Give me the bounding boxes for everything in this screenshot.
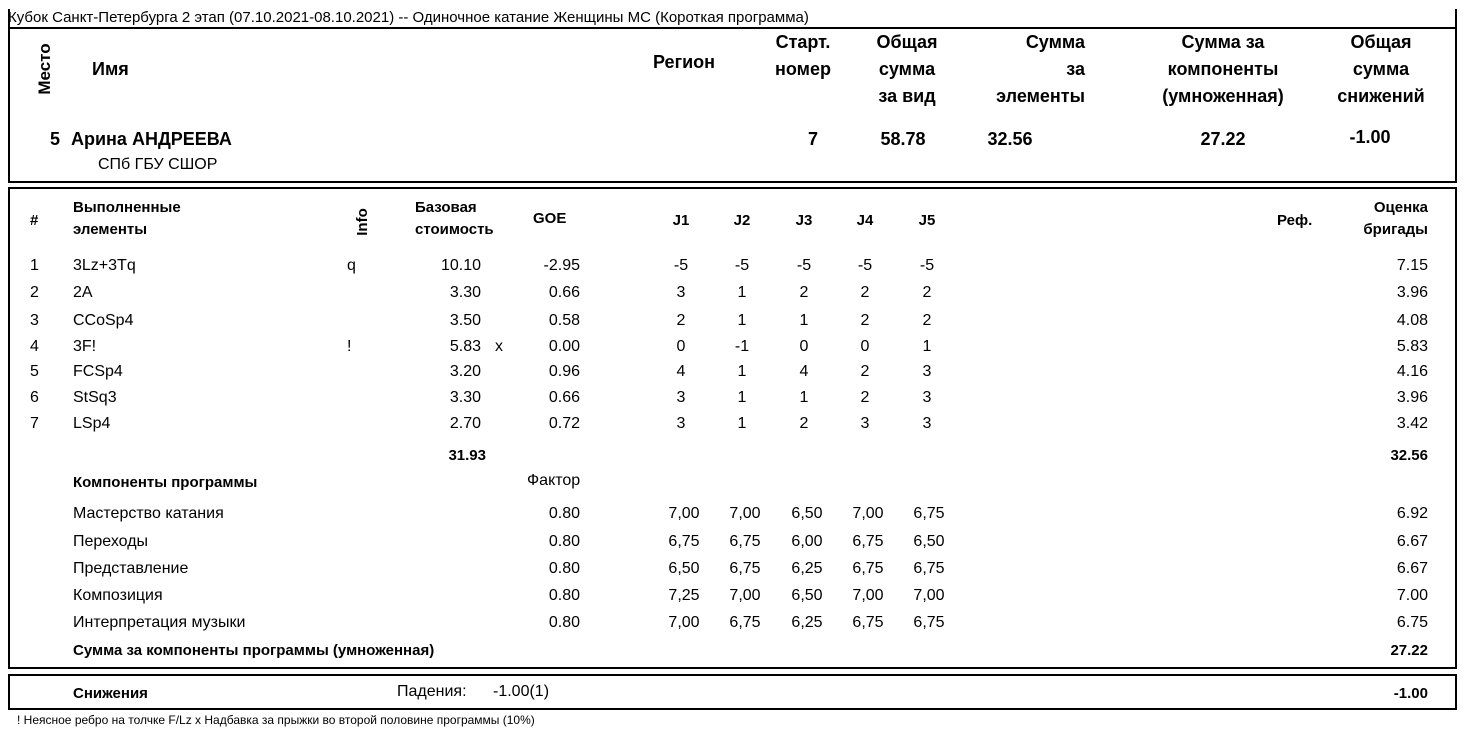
components-score-header: [1130, 29, 1316, 110]
component-judge-score: 6,50: [791, 587, 823, 604]
element-judge-score: 1: [737, 389, 747, 406]
executed-elements-header: [73, 197, 181, 241]
component-judge-score: 6,75: [729, 560, 761, 577]
judge-header-2: J2: [733, 212, 751, 229]
panel-score-header-line2: бригады: [1363, 221, 1428, 238]
component-judge-score: 6,75: [852, 614, 884, 631]
falls-label: Падения:: [397, 683, 467, 700]
element-judge-score: 2: [676, 312, 686, 329]
components-total: 27.22: [1390, 642, 1428, 659]
component-judge-score: 6,25: [791, 560, 823, 577]
element-name: 3Lz+3Tq: [73, 257, 136, 274]
components-header: Компоненты программы: [73, 474, 258, 491]
component-judge-score: 7,00: [668, 614, 700, 631]
judge-header-5: J5: [918, 212, 936, 229]
component-judge-score: 6,75: [729, 614, 761, 631]
component-judge-score: 6,75: [913, 614, 945, 631]
element-judge-score: 3: [676, 415, 686, 432]
element-name: FCSp4: [73, 363, 123, 380]
skater-components-score: 27.22: [1200, 129, 1246, 149]
elements-score-header-line2: за: [1066, 59, 1085, 79]
components-score-header-line1: Сумма за: [1181, 32, 1265, 52]
element-num: 6: [30, 389, 39, 406]
component-judge-score: 6,00: [791, 533, 823, 550]
components-total-label: Сумма за компоненты программы (умноженная): [73, 642, 435, 659]
element-judge-score: 2: [922, 284, 932, 301]
component-judge-score: 6,50: [791, 505, 823, 522]
element-judge-score: -5: [796, 257, 812, 274]
component-factor: 0.80: [548, 533, 580, 550]
element-num: 1: [30, 257, 39, 274]
component-name: Представление: [73, 560, 189, 577]
element-judge-score: 2: [860, 312, 870, 329]
element-judge-score: 3: [676, 389, 686, 406]
deductions-header-line1: Общая: [1350, 32, 1412, 52]
element-judge-score: 1: [737, 363, 747, 380]
deductions-box: [8, 674, 1457, 710]
factor-header: Фактор: [527, 472, 581, 489]
executed-elements-header-line1: Выполненные: [73, 199, 181, 216]
element-judge-score: 3: [922, 389, 932, 406]
element-goe: 0.58: [548, 312, 580, 329]
total-score-header-line2: сумма: [878, 59, 936, 79]
judge-header-1: J1: [672, 212, 690, 229]
components-score-header-line2: компоненты: [1167, 59, 1279, 79]
element-goe: 0.00: [548, 338, 580, 355]
element-panel-score: 3.96: [1396, 389, 1428, 406]
element-judge-score: 0: [799, 338, 809, 355]
deductions-header-line2: сумма: [1352, 59, 1410, 79]
element-judge-score: 4: [676, 363, 686, 380]
skater-start-number: 7: [807, 129, 818, 149]
start-number-header: [755, 29, 851, 83]
element-judge-score: 2: [860, 389, 870, 406]
info-header: Info: [354, 208, 371, 236]
components-score-header-line3: (умноженная): [1162, 86, 1284, 106]
element-name: StSq3: [73, 389, 117, 406]
component-judge-score: 6,75: [852, 560, 884, 577]
component-panel-score: 7.00: [1396, 587, 1428, 604]
skater-total-score: 58.78: [880, 129, 926, 149]
element-panel-score: 7.15: [1396, 257, 1428, 274]
elements-score-header-line1: Сумма: [1025, 32, 1085, 52]
start-number-header-line2: номер: [775, 59, 831, 79]
element-num: 2: [30, 284, 39, 301]
element-judge-score: 3: [922, 363, 932, 380]
elements-base-total: 31.93: [448, 447, 486, 464]
element-num: 4: [30, 338, 39, 355]
ref-header: Реф.: [1277, 212, 1313, 229]
region-header: Регион: [653, 52, 715, 72]
component-factor: 0.80: [548, 614, 580, 631]
component-panel-score: 6.75: [1396, 614, 1428, 631]
elements-score-header-line3: элементы: [996, 86, 1085, 106]
component-judge-score: 7,00: [729, 587, 761, 604]
element-goe: 0.96: [548, 363, 580, 380]
element-panel-score: 3.96: [1396, 284, 1428, 301]
executed-elements-header-line2: элементы: [73, 221, 148, 238]
component-judge-score: 6,75: [852, 533, 884, 550]
skater-elements-score: 32.56: [987, 129, 1033, 149]
element-info: q: [347, 257, 356, 274]
element-panel-score: 5.83: [1396, 338, 1428, 355]
element-panel-score: 4.16: [1396, 363, 1428, 380]
total-score-header: [862, 29, 952, 110]
skater-deductions: -1.00: [1349, 127, 1391, 147]
element-judge-score: 0: [676, 338, 686, 355]
element-name: 3F!: [73, 338, 97, 355]
num-header: #: [30, 212, 39, 229]
panel-score-header: [1330, 197, 1428, 241]
total-score-header-line1: Общая: [876, 32, 938, 52]
element-judge-score: -5: [919, 257, 935, 274]
base-value-header-line2: стоимость: [415, 221, 494, 238]
component-panel-score: 6.92: [1396, 505, 1428, 522]
base-value-header-line1: Базовая: [415, 199, 477, 216]
element-goe: 0.66: [548, 389, 580, 406]
skater-club: СПб ГБУ СШОР: [98, 156, 218, 173]
component-judge-score: 7,00: [668, 505, 700, 522]
component-panel-score: 6.67: [1396, 533, 1428, 550]
element-judge-score: 1: [922, 338, 932, 355]
start-number-header-line1: Старт.: [775, 32, 831, 52]
component-factor: 0.80: [548, 587, 580, 604]
element-bonus: x: [495, 338, 503, 355]
component-judge-score: 6,50: [913, 533, 945, 550]
element-judge-score: -5: [734, 257, 750, 274]
deductions-label: Снижения: [73, 685, 148, 702]
element-judge-score: 3: [676, 284, 686, 301]
component-judge-score: 7,00: [913, 587, 945, 604]
component-name: Интерпретация музыки: [73, 614, 246, 631]
elements-score-header: [975, 29, 1085, 110]
element-panel-score: 3.42: [1396, 415, 1428, 432]
legend: ! Неясное ребро на толчке F/Lz x Надбавка за прыжки во второй половине программы (10%): [17, 713, 535, 727]
component-judge-score: 7,00: [852, 505, 884, 522]
element-judge-score: 1: [799, 389, 809, 406]
total-score-header-line3: за вид: [878, 86, 936, 106]
judge-header-3: J3: [795, 212, 813, 229]
element-judge-score: 0: [860, 338, 870, 355]
component-factor: 0.80: [548, 505, 580, 522]
element-base-value: 3.20: [449, 363, 481, 380]
element-judge-score: 3: [922, 415, 932, 432]
component-judge-score: 7,25: [668, 587, 700, 604]
element-judge-score: 1: [799, 312, 809, 329]
component-judge-score: 6,75: [668, 533, 700, 550]
event-title: Кубок Санкт-Петербурга 2 этап (07.10.2021-08.10.2021) -- Одиночное катание Женщины МС (Короткая программа): [8, 9, 809, 26]
element-base-value: 10.10: [440, 257, 481, 274]
element-base-value: 3.50: [449, 312, 481, 329]
element-base-value: 3.30: [449, 389, 481, 406]
component-judge-score: 6,75: [913, 505, 945, 522]
component-judge-score: 6,25: [791, 614, 823, 631]
element-num: 3: [30, 312, 39, 329]
element-judge-score: 2: [860, 363, 870, 380]
component-judge-score: 6,50: [668, 560, 700, 577]
element-judge-score: 4: [799, 363, 809, 380]
element-judge-score: 2: [922, 312, 932, 329]
deductions-header: [1326, 29, 1436, 110]
element-num: 7: [30, 415, 39, 432]
element-name: 2A: [73, 284, 93, 301]
base-value-header: [415, 197, 494, 241]
component-name: Мастерство катания: [73, 505, 224, 522]
element-info: !: [347, 338, 352, 355]
element-goe: 0.66: [548, 284, 580, 301]
skater-place: 5: [49, 129, 60, 149]
element-judge-score: -1: [734, 338, 750, 355]
component-judge-score: 6,75: [729, 533, 761, 550]
element-judge-score: 3: [860, 415, 870, 432]
element-goe: 0.72: [548, 415, 580, 432]
component-judge-score: 7,00: [852, 587, 884, 604]
element-judge-score: 1: [737, 284, 747, 301]
component-factor: 0.80: [548, 560, 580, 577]
component-panel-score: 6.67: [1396, 560, 1428, 577]
element-base-value: 5.83: [449, 338, 481, 355]
falls-value: -1.00(1): [493, 683, 550, 700]
element-judge-score: 2: [799, 284, 809, 301]
element-goe: -2.95: [543, 257, 580, 274]
element-judge-score: 2: [860, 284, 870, 301]
place-header: Место: [35, 43, 54, 95]
goe-header: GOE: [533, 210, 567, 227]
panel-score-header-line1: Оценка: [1373, 199, 1428, 216]
name-header: Имя: [92, 59, 129, 79]
element-judge-score: 1: [737, 415, 747, 432]
element-judge-score: 1: [737, 312, 747, 329]
deductions-total: -1.00: [1393, 685, 1428, 702]
element-name: CCoSp4: [73, 312, 134, 329]
element-num: 5: [30, 363, 39, 380]
element-name: LSp4: [73, 415, 111, 432]
component-judge-score: 7,00: [729, 505, 761, 522]
element-base-value: 2.70: [449, 415, 481, 432]
element-judge-score: -5: [673, 257, 689, 274]
element-judge-score: -5: [857, 257, 873, 274]
element-judge-score: 2: [799, 415, 809, 432]
component-name: Переходы: [73, 533, 149, 550]
component-judge-score: 6,75: [913, 560, 945, 577]
skater-name: Арина АНДРЕЕВА: [71, 129, 232, 149]
judge-header-4: J4: [856, 212, 874, 229]
component-name: Композиция: [73, 587, 163, 604]
elements-total: 32.56: [1390, 447, 1428, 464]
deductions-header-line3: снижений: [1337, 86, 1425, 106]
element-base-value: 3.30: [449, 284, 481, 301]
element-panel-score: 4.08: [1396, 312, 1428, 329]
